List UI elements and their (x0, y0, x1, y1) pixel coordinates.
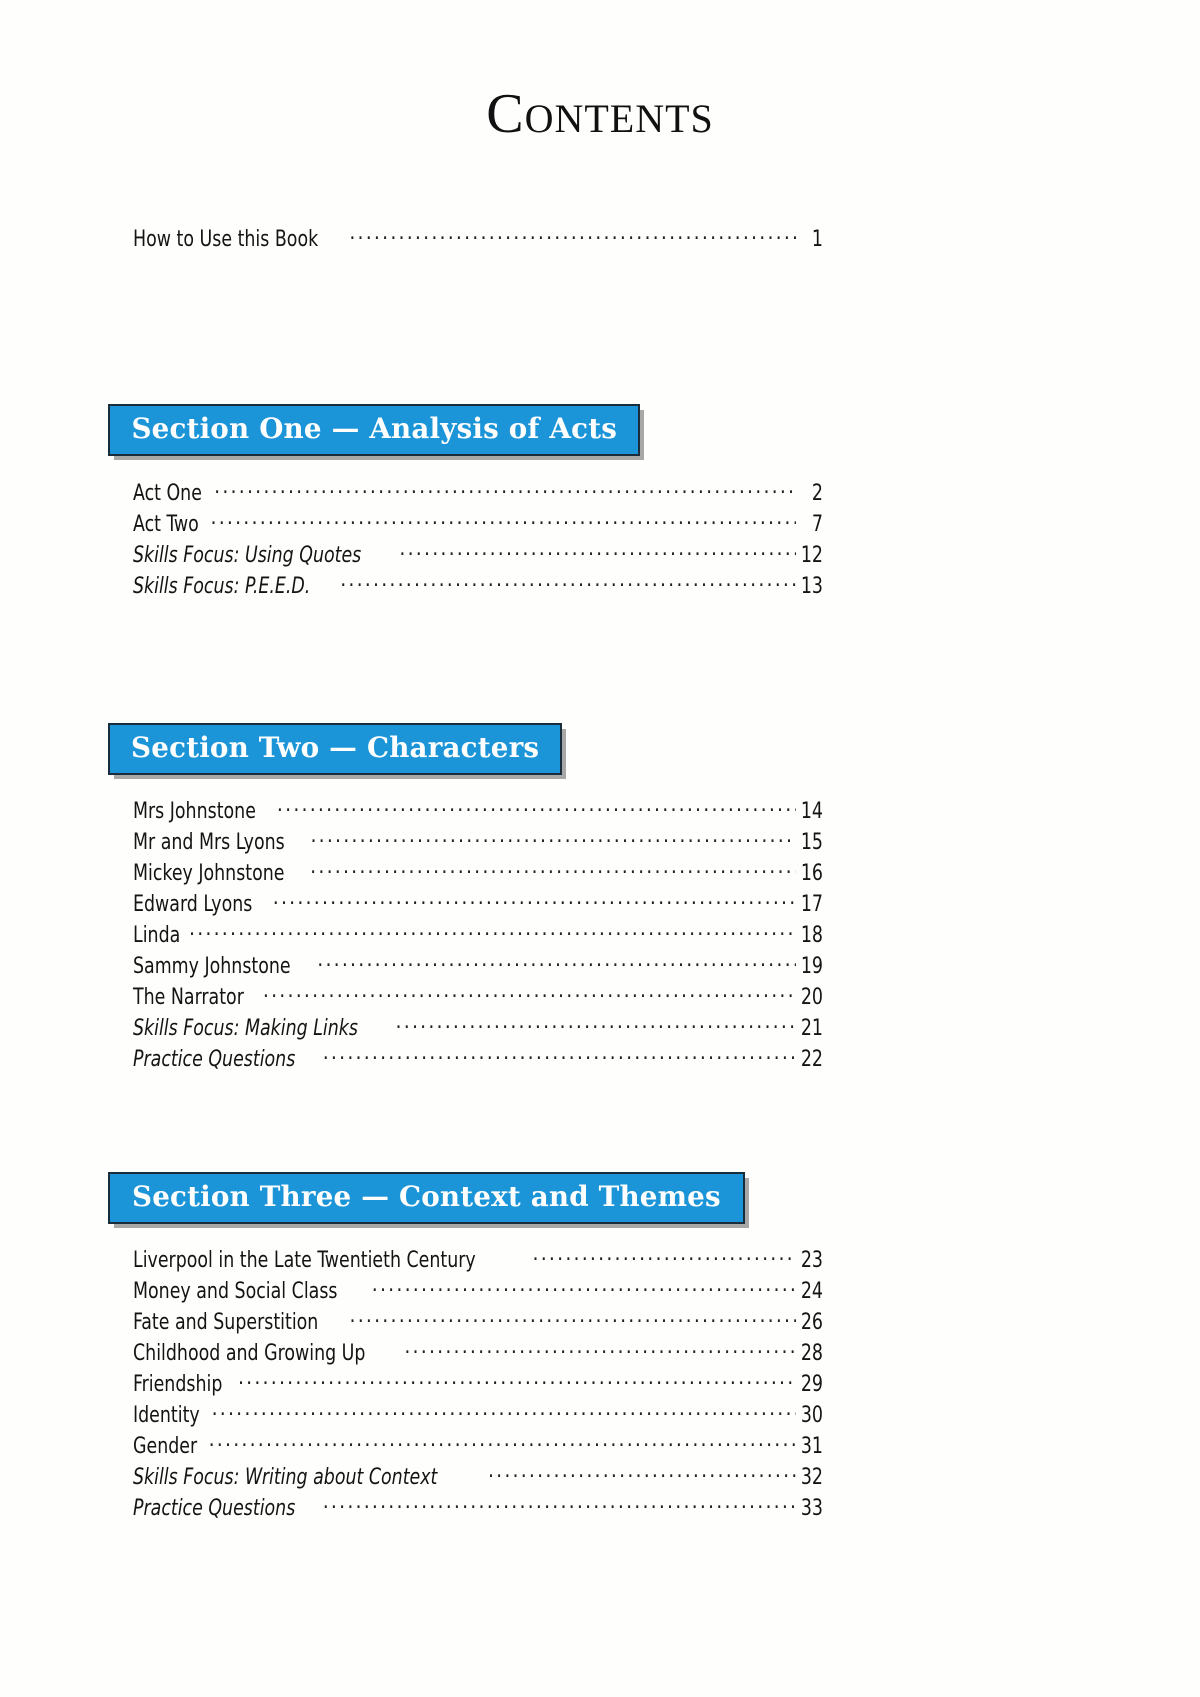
toc-entry-label: Mickey Johnstone (133, 859, 285, 886)
toc-entry-page-number: 2 (811, 479, 823, 506)
toc-entry-page-number: 7 (811, 510, 823, 537)
toc-entry[interactable] (133, 1367, 823, 1398)
toc-entry-label: Mr and Mrs Lyons (133, 828, 285, 855)
page-title-initial: C (486, 83, 525, 145)
toc-dot-leader (273, 888, 796, 911)
toc-entry[interactable] (133, 1274, 823, 1305)
toc-entry-page-number: 15 (800, 828, 823, 855)
toc-entry-page-number: 30 (800, 1401, 823, 1428)
toc-entry-page-number: 20 (800, 983, 823, 1010)
toc-entry[interactable] (133, 1460, 823, 1491)
toc-entry[interactable] (133, 825, 823, 856)
toc-dot-leader (399, 539, 796, 562)
toc-entry-label: Practice Questions (133, 1045, 296, 1072)
toc-entry-page-number: 24 (800, 1277, 823, 1304)
toc-entry[interactable] (133, 1491, 823, 1522)
toc-entry-page-number: 16 (800, 859, 823, 886)
toc-entry-page-number: 1 (811, 225, 823, 252)
toc-dot-leader (323, 1043, 796, 1066)
toc-entry-label: Practice Questions (133, 1494, 296, 1521)
toc-dot-leader (396, 1012, 796, 1035)
toc-entry-label: Childhood and Growing Up (133, 1339, 366, 1366)
toc-entry-page-number: 29 (800, 1370, 823, 1397)
section-banner-three (108, 1172, 745, 1224)
toc-entry-page-number: 33 (800, 1494, 823, 1521)
section-banner-one-label: Section One — Analysis of Acts (131, 412, 618, 445)
toc-entry[interactable] (133, 1305, 823, 1336)
toc-list-section-three (133, 1243, 823, 1522)
toc-entry[interactable] (133, 794, 823, 825)
page-title (0, 82, 1200, 146)
toc-entry-label: Identity (133, 1401, 200, 1428)
toc-entry-page-number: 14 (800, 797, 823, 824)
toc-entry-page-number: 28 (800, 1339, 823, 1366)
toc-dot-leader (317, 950, 796, 973)
toc-entry-page-number: 18 (800, 921, 823, 948)
toc-entry-label: Friendship (133, 1370, 223, 1397)
toc-entry[interactable] (133, 1243, 823, 1274)
toc-entry-page-number: 12 (800, 541, 823, 568)
toc-entry-label: Skills Focus: Writing about Context (133, 1463, 438, 1490)
toc-entry-label: Mrs Johnstone (133, 797, 256, 824)
toc-entry-label: Linda (133, 921, 181, 948)
toc-entry-label: The Narrator (133, 983, 244, 1010)
toc-list-section-two (133, 794, 823, 1073)
toc-entry-label: Skills Focus: Making Links (133, 1014, 358, 1041)
toc-entry-label: Gender (133, 1432, 198, 1459)
toc-entry[interactable] (133, 476, 823, 507)
toc-entry-label: Skills Focus: Using Quotes (133, 541, 362, 568)
toc-entry-label: Money and Social Class (133, 1277, 338, 1304)
toc-entry-page-number: 19 (800, 952, 823, 979)
toc-dot-leader (189, 919, 796, 942)
toc-dot-leader (404, 1337, 796, 1360)
toc-entry[interactable] (133, 918, 823, 949)
toc-entry-label: Act One (133, 479, 202, 506)
toc-entry[interactable] (133, 1429, 823, 1460)
toc-dot-leader (372, 1275, 796, 1298)
toc-dot-leader (209, 1430, 796, 1453)
section-banner-three-label: Section Three — Context and Themes (131, 1180, 721, 1213)
toc-dot-leader (533, 1244, 796, 1267)
toc-entry-label: Liverpool in the Late Twentieth Century (133, 1246, 476, 1273)
section-banner-two (108, 723, 562, 775)
toc-entry[interactable] (133, 887, 823, 918)
toc-dot-leader (211, 508, 796, 531)
toc-list-section-one (133, 476, 823, 600)
toc-entry-page-number: 13 (800, 572, 823, 599)
toc-entry[interactable] (133, 222, 823, 253)
toc-dot-leader (310, 857, 796, 880)
toc-dot-leader (349, 223, 796, 246)
toc-entry-label: Sammy Johnstone (133, 952, 291, 979)
toc-entry-page-number: 23 (800, 1246, 823, 1273)
toc-entry[interactable] (133, 980, 823, 1011)
toc-dot-leader (488, 1461, 796, 1484)
toc-entry-page-number: 32 (800, 1463, 823, 1490)
toc-entry-label: Edward Lyons (133, 890, 253, 917)
toc-entry[interactable] (133, 569, 823, 600)
toc-entry-label: Fate and Superstition (133, 1308, 319, 1335)
toc-entry[interactable] (133, 1011, 823, 1042)
section-banner-two-label: Section Two — Characters (131, 731, 540, 764)
toc-dot-leader (310, 826, 796, 849)
page-title-rest: ONTENTS (524, 96, 714, 141)
toc-entry[interactable] (133, 507, 823, 538)
toc-entry[interactable] (133, 856, 823, 887)
toc-dot-leader (238, 1368, 796, 1391)
toc-entry-label: How to Use this Book (133, 225, 319, 252)
toc-entry[interactable] (133, 1398, 823, 1429)
toc-entry-label: Act Two (133, 510, 199, 537)
toc-entry[interactable] (133, 538, 823, 569)
toc-dot-leader (340, 570, 796, 593)
toc-entry[interactable] (133, 949, 823, 980)
toc-entry[interactable] (133, 1042, 823, 1073)
toc-entry-page-number: 21 (800, 1014, 823, 1041)
toc-entry-page-number: 17 (800, 890, 823, 917)
toc-dot-leader (323, 1492, 796, 1515)
toc-list-intro (133, 222, 823, 253)
toc-entry-page-number: 26 (800, 1308, 823, 1335)
toc-dot-leader (212, 1399, 796, 1422)
toc-entry[interactable] (133, 1336, 823, 1367)
toc-dot-leader (263, 981, 796, 1004)
toc-entry-label: Skills Focus: P.E.E.D. (133, 572, 311, 599)
toc-entry-page-number: 31 (800, 1432, 823, 1459)
toc-entry-page-number: 22 (800, 1045, 823, 1072)
toc-dot-leader (350, 1306, 796, 1329)
toc-dot-leader (277, 795, 796, 818)
section-banner-one (108, 404, 640, 456)
toc-dot-leader (214, 477, 796, 500)
